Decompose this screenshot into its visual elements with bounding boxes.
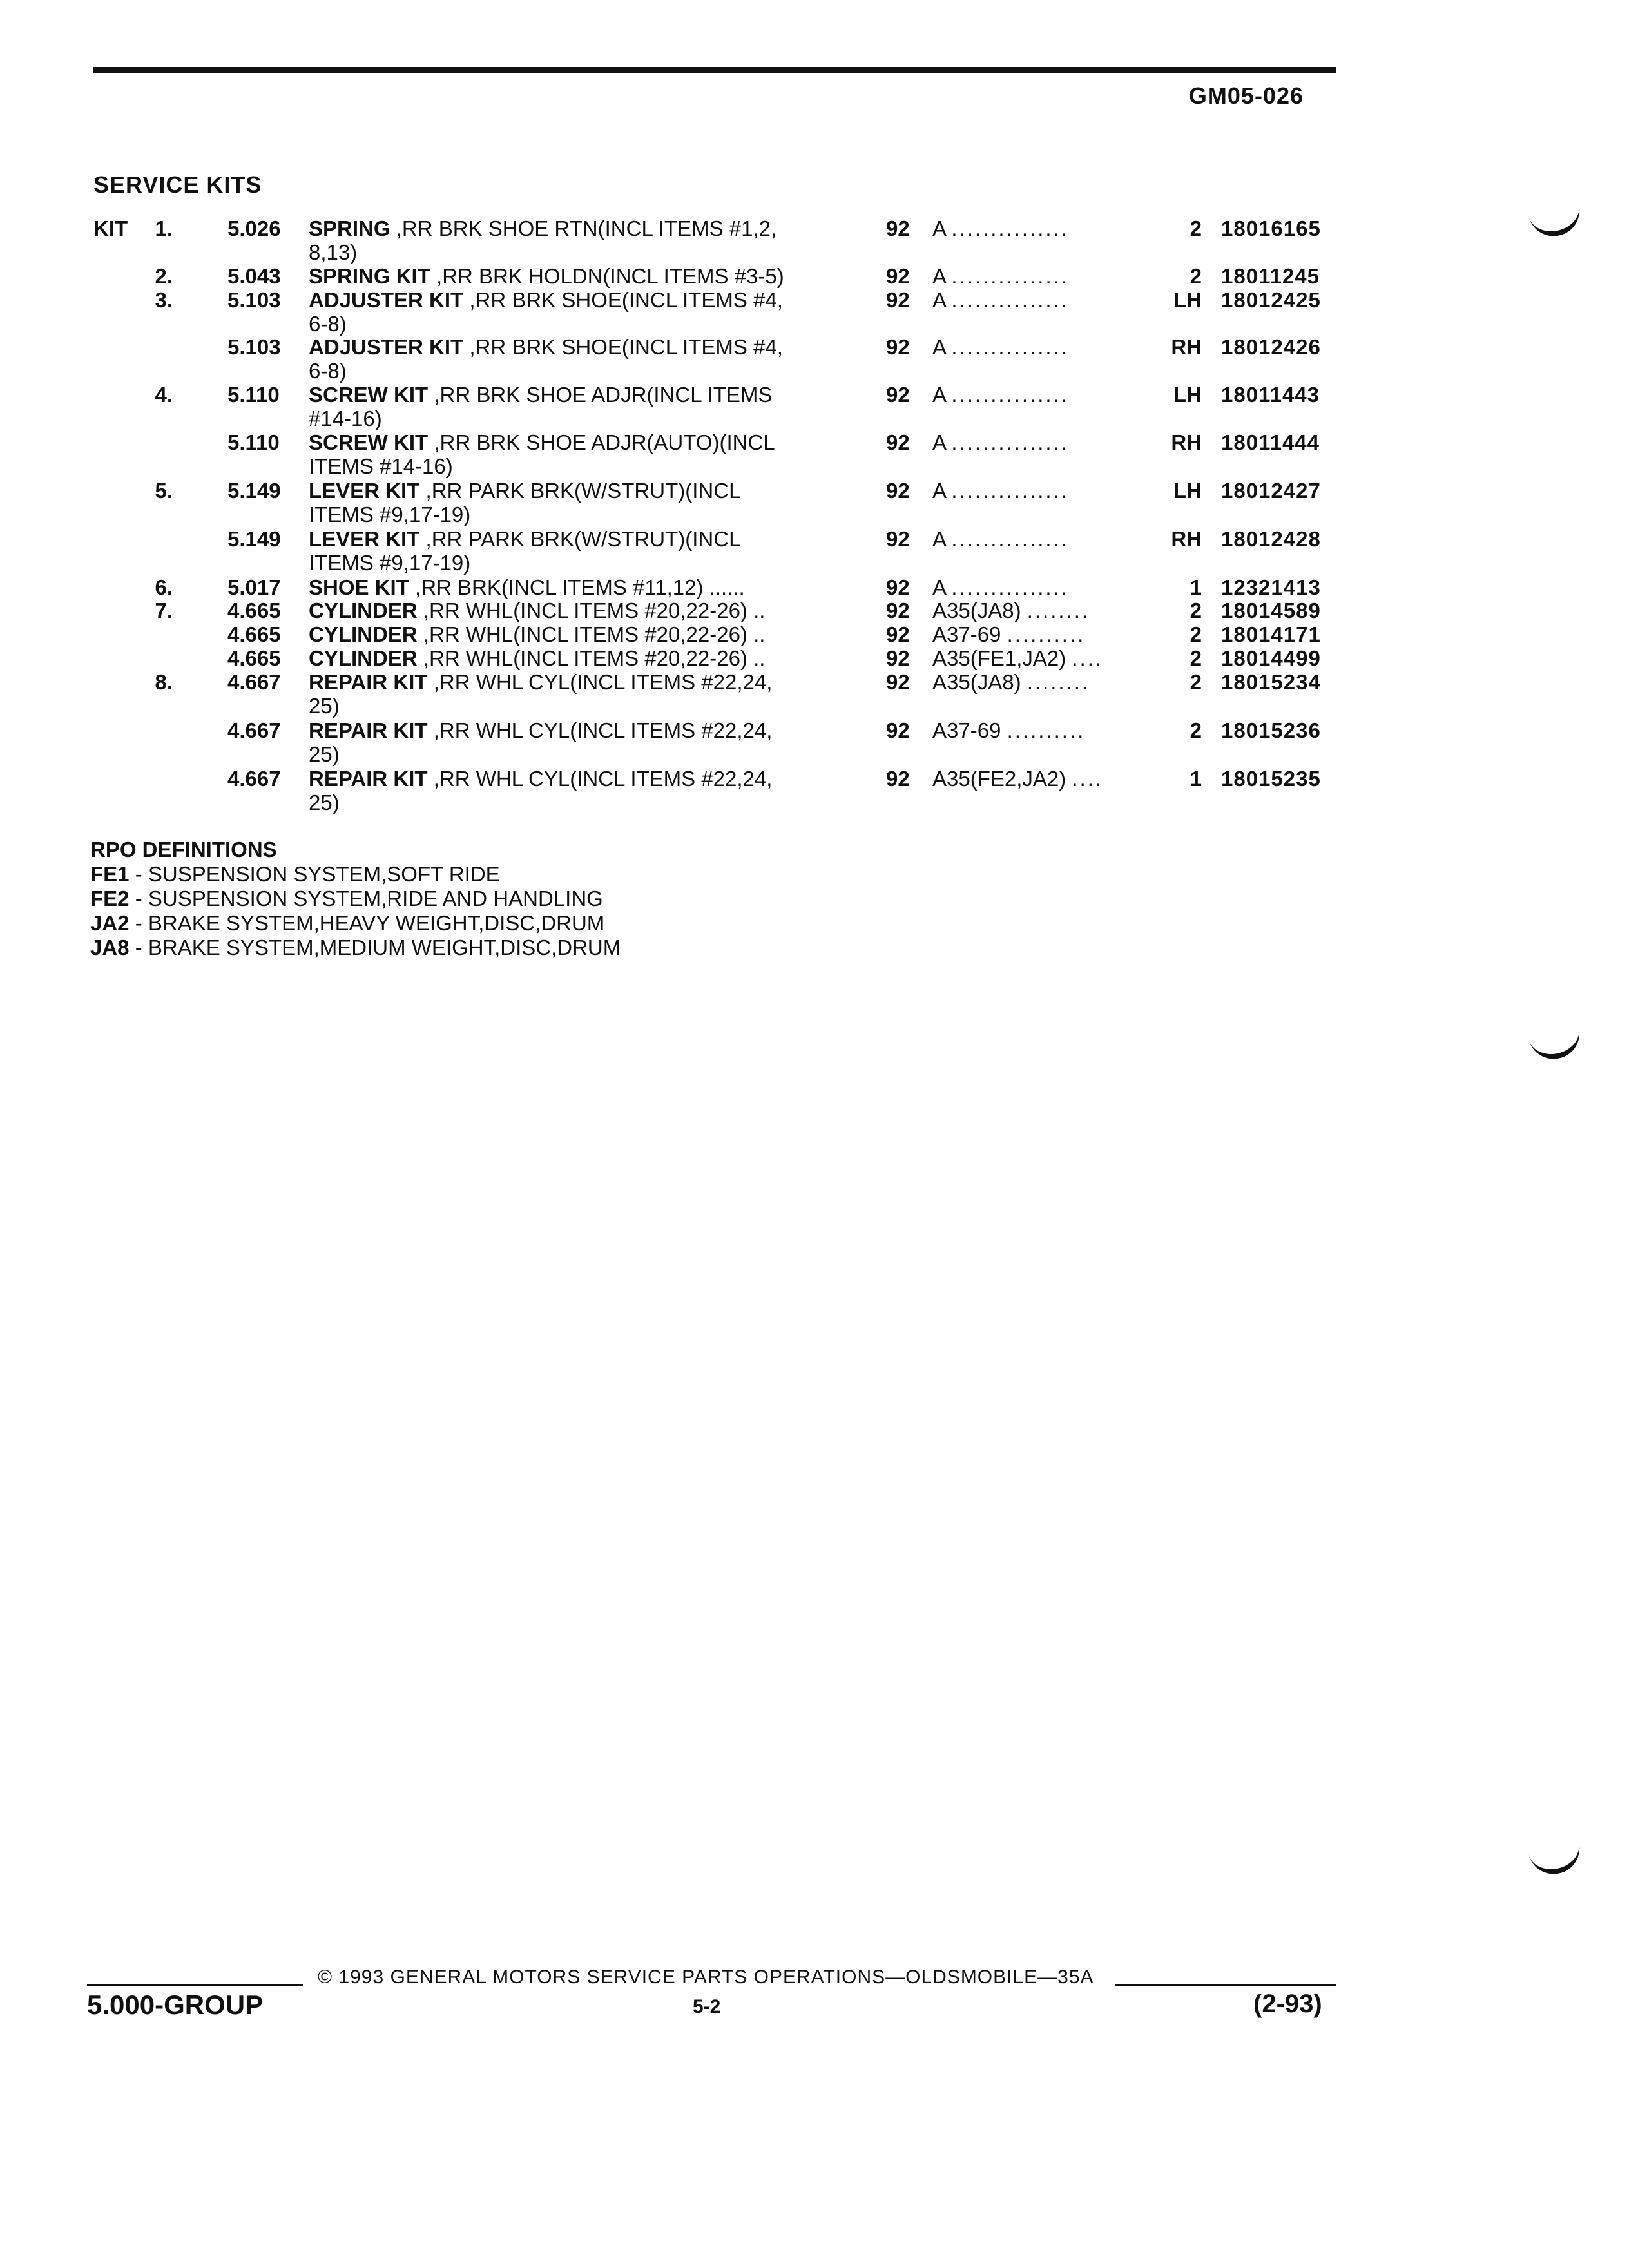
part-description <box>309 718 772 766</box>
part-name: LEVER KIT <box>309 527 420 551</box>
part-number: 18016165 <box>1221 216 1321 240</box>
group-code: 4.665 <box>227 622 281 646</box>
model-code: A35(JA8) <box>932 599 1021 622</box>
model-year: 92 <box>886 718 910 742</box>
description-line-2: ITEMS #14-16) <box>309 454 453 478</box>
group-code: 4.665 <box>227 646 281 670</box>
description-line-1: ,RR BRK SHOE(INCL ITEMS #4, <box>463 288 783 312</box>
part-description <box>309 622 765 646</box>
quantity: 2 <box>1190 718 1202 742</box>
kit-label: KIT <box>93 216 128 240</box>
part-name: REPAIR KIT <box>309 767 428 791</box>
document-code: GM05-026 <box>1188 82 1304 109</box>
model-usage <box>932 216 1069 240</box>
leader-dots: .... <box>1072 767 1104 791</box>
model-code: A <box>932 575 946 599</box>
model-code: A <box>932 216 946 240</box>
kit-number: 5. <box>155 479 173 503</box>
section-title: SERVICE KITS <box>93 171 262 198</box>
part-name: REPAIR KIT <box>309 670 428 694</box>
part-number: 18014499 <box>1221 646 1321 670</box>
group-code: 4.667 <box>227 670 281 694</box>
group-code: 5.149 <box>227 527 281 551</box>
model-year: 92 <box>886 288 910 312</box>
rpo-definitions <box>90 838 621 960</box>
rpo-item <box>90 911 621 936</box>
part-number: 18015236 <box>1221 718 1321 742</box>
group-code: 5.026 <box>227 216 281 240</box>
description-line-1: ,RR WHL(INCL ITEMS #20,22-26) .. <box>417 646 766 670</box>
description-line-2: 25) <box>309 694 340 718</box>
model-year: 92 <box>886 264 910 288</box>
model-year: 92 <box>886 670 910 694</box>
model-code: A <box>932 430 946 454</box>
rpo-text: - SUSPENSION SYSTEM,RIDE AND HANDLING <box>129 887 603 910</box>
quantity: RH <box>1171 527 1202 551</box>
model-year: 92 <box>886 479 910 503</box>
leader-dots: .......... <box>1007 718 1086 742</box>
leader-dots: ............... <box>951 479 1069 503</box>
part-name: SHOE KIT <box>309 575 409 599</box>
top-rule <box>93 67 1336 73</box>
part-description <box>309 599 765 622</box>
part-description <box>309 575 745 599</box>
part-description <box>309 264 784 288</box>
part-description <box>309 479 740 526</box>
kit-number: 6. <box>155 575 173 599</box>
description-line-1: ,RR PARK BRK(W/STRUT)(INCL <box>419 479 741 503</box>
part-number: 12321413 <box>1221 575 1321 599</box>
leader-dots: .......... <box>1007 622 1086 646</box>
leader-dots: ............... <box>951 383 1069 407</box>
part-number: 18011245 <box>1221 264 1320 288</box>
leader-dots: ............... <box>951 430 1069 454</box>
part-number: 18015235 <box>1221 767 1321 791</box>
description-line-1: ,RR BRK HOLDN(INCL ITEMS #3-5) <box>430 264 784 288</box>
model-code: A <box>932 479 946 503</box>
model-year: 92 <box>886 430 910 454</box>
model-code: A <box>932 264 946 288</box>
part-name: SPRING <box>309 216 390 240</box>
group-code: 4.667 <box>227 767 281 791</box>
quantity: 2 <box>1190 599 1202 622</box>
rpo-code: FE1 <box>90 862 130 886</box>
model-usage <box>932 479 1069 503</box>
model-year: 92 <box>886 335 910 359</box>
part-number: 18015234 <box>1221 670 1321 694</box>
rpo-code: FE2 <box>90 887 130 910</box>
leader-dots: ............... <box>951 575 1069 599</box>
model-year: 92 <box>886 216 910 240</box>
binder-punch-mark <box>1527 199 1585 242</box>
group-code: 4.667 <box>227 718 281 742</box>
part-number: 18012428 <box>1221 527 1321 551</box>
rpo-text: - BRAKE SYSTEM,MEDIUM WEIGHT,DISC,DRUM <box>129 936 621 959</box>
quantity: 2 <box>1190 216 1202 240</box>
model-usage <box>932 575 1069 599</box>
rpo-text: - SUSPENSION SYSTEM,SOFT RIDE <box>129 862 500 886</box>
quantity: LH <box>1173 383 1202 407</box>
description-line-1: ,RR WHL(INCL ITEMS #20,22-26) .. <box>417 622 766 646</box>
model-year: 92 <box>886 575 910 599</box>
model-usage <box>932 599 1090 622</box>
model-year: 92 <box>886 383 910 407</box>
description-line-2: 8,13) <box>309 240 358 264</box>
footer-date: (2-93) <box>1253 1990 1322 2018</box>
group-code: 5.043 <box>227 264 281 288</box>
model-code: A <box>932 383 946 407</box>
footer-rule-right <box>1115 1984 1336 1986</box>
part-description <box>309 527 740 575</box>
leader-dots: ............... <box>951 527 1069 551</box>
part-name: ADJUSTER KIT <box>309 335 464 359</box>
quantity: 2 <box>1190 646 1202 670</box>
part-number: 18011443 <box>1221 383 1320 407</box>
quantity: RH <box>1171 430 1202 454</box>
description-line-1: ,RR WHL CYL(INCL ITEMS #22,24, <box>427 670 773 694</box>
rpo-code: JA8 <box>90 936 130 959</box>
description-line-2: 6-8) <box>309 312 347 336</box>
rpo-item <box>90 862 621 887</box>
part-name: SCREW KIT <box>309 383 429 407</box>
quantity: RH <box>1171 335 1202 359</box>
model-usage <box>932 335 1069 359</box>
part-description <box>309 216 776 264</box>
model-code: A37-69 <box>932 622 1001 646</box>
description-line-2: ITEMS #9,17-19) <box>309 551 471 575</box>
part-name: ADJUSTER KIT <box>309 288 464 312</box>
model-code: A35(JA8) <box>932 670 1021 694</box>
leader-dots: .... <box>1072 646 1104 670</box>
model-code: A <box>932 335 946 359</box>
part-description <box>309 335 783 383</box>
model-usage <box>932 383 1069 407</box>
part-name: REPAIR KIT <box>309 718 428 742</box>
model-usage <box>932 527 1069 551</box>
rpo-title: RPO DEFINITIONS <box>90 838 277 861</box>
description-line-1: ,RR WHL(INCL ITEMS #20,22-26) .. <box>417 599 766 622</box>
model-year: 92 <box>886 527 910 551</box>
part-description <box>309 646 765 670</box>
model-usage <box>932 264 1069 288</box>
leader-dots: ............... <box>951 264 1069 288</box>
leader-dots: ........ <box>1027 670 1090 694</box>
quantity: LH <box>1173 479 1202 503</box>
kit-number: 8. <box>155 670 173 694</box>
model-code: A35(FE2,JA2) <box>932 767 1066 791</box>
kit-number: 1. <box>155 216 173 240</box>
group-code: 5.149 <box>227 479 281 503</box>
model-usage <box>932 718 1085 742</box>
part-description <box>309 288 783 336</box>
model-usage <box>932 622 1085 646</box>
footer-group: 5.000-GROUP <box>87 1990 264 2020</box>
model-year: 92 <box>886 646 910 670</box>
description-line-1: ,RR BRK SHOE RTN(INCL ITEMS #1,2, <box>390 216 777 240</box>
description-line-1: ,RR WHL CYL(INCL ITEMS #22,24, <box>427 767 773 791</box>
part-name: CYLINDER <box>309 646 418 670</box>
model-code: A35(FE1,JA2) <box>932 646 1066 670</box>
footer-copyright: © 1993 GENERAL MOTORS SERVICE PARTS OPERATIONS—OLDSMOBILE—35A <box>318 1966 1094 1988</box>
model-usage <box>932 288 1069 312</box>
part-description <box>309 670 772 718</box>
group-code: 4.665 <box>227 599 281 622</box>
quantity: 1 <box>1190 575 1202 599</box>
leader-dots: ........ <box>1027 599 1090 622</box>
binder-punch-mark <box>1527 1837 1585 1879</box>
description-line-1: ,RR BRK(INCL ITEMS #11,12) ...... <box>409 575 745 599</box>
part-number: 18011444 <box>1221 430 1320 454</box>
model-year: 92 <box>886 622 910 646</box>
kit-number: 2. <box>155 264 173 288</box>
description-line-1: ,RR PARK BRK(W/STRUT)(INCL <box>419 527 741 551</box>
model-code: A <box>932 288 946 312</box>
part-name: SCREW KIT <box>309 430 429 454</box>
group-code: 5.103 <box>227 288 281 312</box>
model-code: A <box>932 527 946 551</box>
part-name: SPRING KIT <box>309 264 430 288</box>
model-year: 92 <box>886 767 910 791</box>
model-usage <box>932 767 1103 791</box>
model-code: A37-69 <box>932 718 1001 742</box>
rpo-item <box>90 887 621 911</box>
quantity: LH <box>1173 288 1202 312</box>
leader-dots: ............... <box>951 335 1069 359</box>
group-code: 5.110 <box>227 430 280 454</box>
description-line-2: #14-16) <box>309 407 382 430</box>
group-code: 5.110 <box>227 383 280 407</box>
quantity: 1 <box>1190 767 1202 791</box>
leader-dots: ............... <box>951 288 1069 312</box>
description-line-2: 6-8) <box>309 359 347 383</box>
part-number: 18014589 <box>1221 599 1321 622</box>
model-usage <box>932 646 1103 670</box>
footer-page-number: 5-2 <box>693 1996 721 2017</box>
group-code: 5.103 <box>227 335 281 359</box>
footer-rule-left <box>87 1984 303 1986</box>
kit-number: 7. <box>155 599 173 622</box>
part-number: 18012427 <box>1221 479 1321 503</box>
model-usage <box>932 430 1069 454</box>
kit-number: 3. <box>155 288 173 312</box>
quantity: 2 <box>1190 622 1202 646</box>
part-number: 18012425 <box>1221 288 1321 312</box>
part-name: CYLINDER <box>309 622 418 646</box>
leader-dots: ............... <box>951 216 1069 240</box>
binder-punch-mark <box>1527 1022 1585 1064</box>
part-name: CYLINDER <box>309 599 418 622</box>
quantity: 2 <box>1190 670 1202 694</box>
model-year: 92 <box>886 599 910 622</box>
description-line-2: ITEMS #9,17-19) <box>309 503 471 526</box>
part-name: LEVER KIT <box>309 479 420 503</box>
description-line-1: ,RR WHL CYL(INCL ITEMS #22,24, <box>427 718 773 742</box>
part-description <box>309 430 775 478</box>
rpo-code: JA2 <box>90 911 130 935</box>
group-code: 5.017 <box>227 575 281 599</box>
description-line-1: ,RR BRK SHOE ADJR(AUTO)(INCL <box>428 430 775 454</box>
description-line-1: ,RR BRK SHOE ADJR(INCL ITEMS <box>428 383 773 407</box>
part-description <box>309 383 772 430</box>
kit-number: 4. <box>155 383 173 407</box>
rpo-text: - BRAKE SYSTEM,HEAVY WEIGHT,DISC,DRUM <box>129 911 605 935</box>
part-number: 18014171 <box>1221 622 1321 646</box>
description-line-2: 25) <box>309 791 340 814</box>
description-line-2: 25) <box>309 742 340 766</box>
rpo-item <box>90 936 621 960</box>
quantity: 2 <box>1190 264 1202 288</box>
part-description <box>309 767 772 814</box>
description-line-1: ,RR BRK SHOE(INCL ITEMS #4, <box>463 335 783 359</box>
model-usage <box>932 670 1090 694</box>
part-number: 18012426 <box>1221 335 1321 359</box>
